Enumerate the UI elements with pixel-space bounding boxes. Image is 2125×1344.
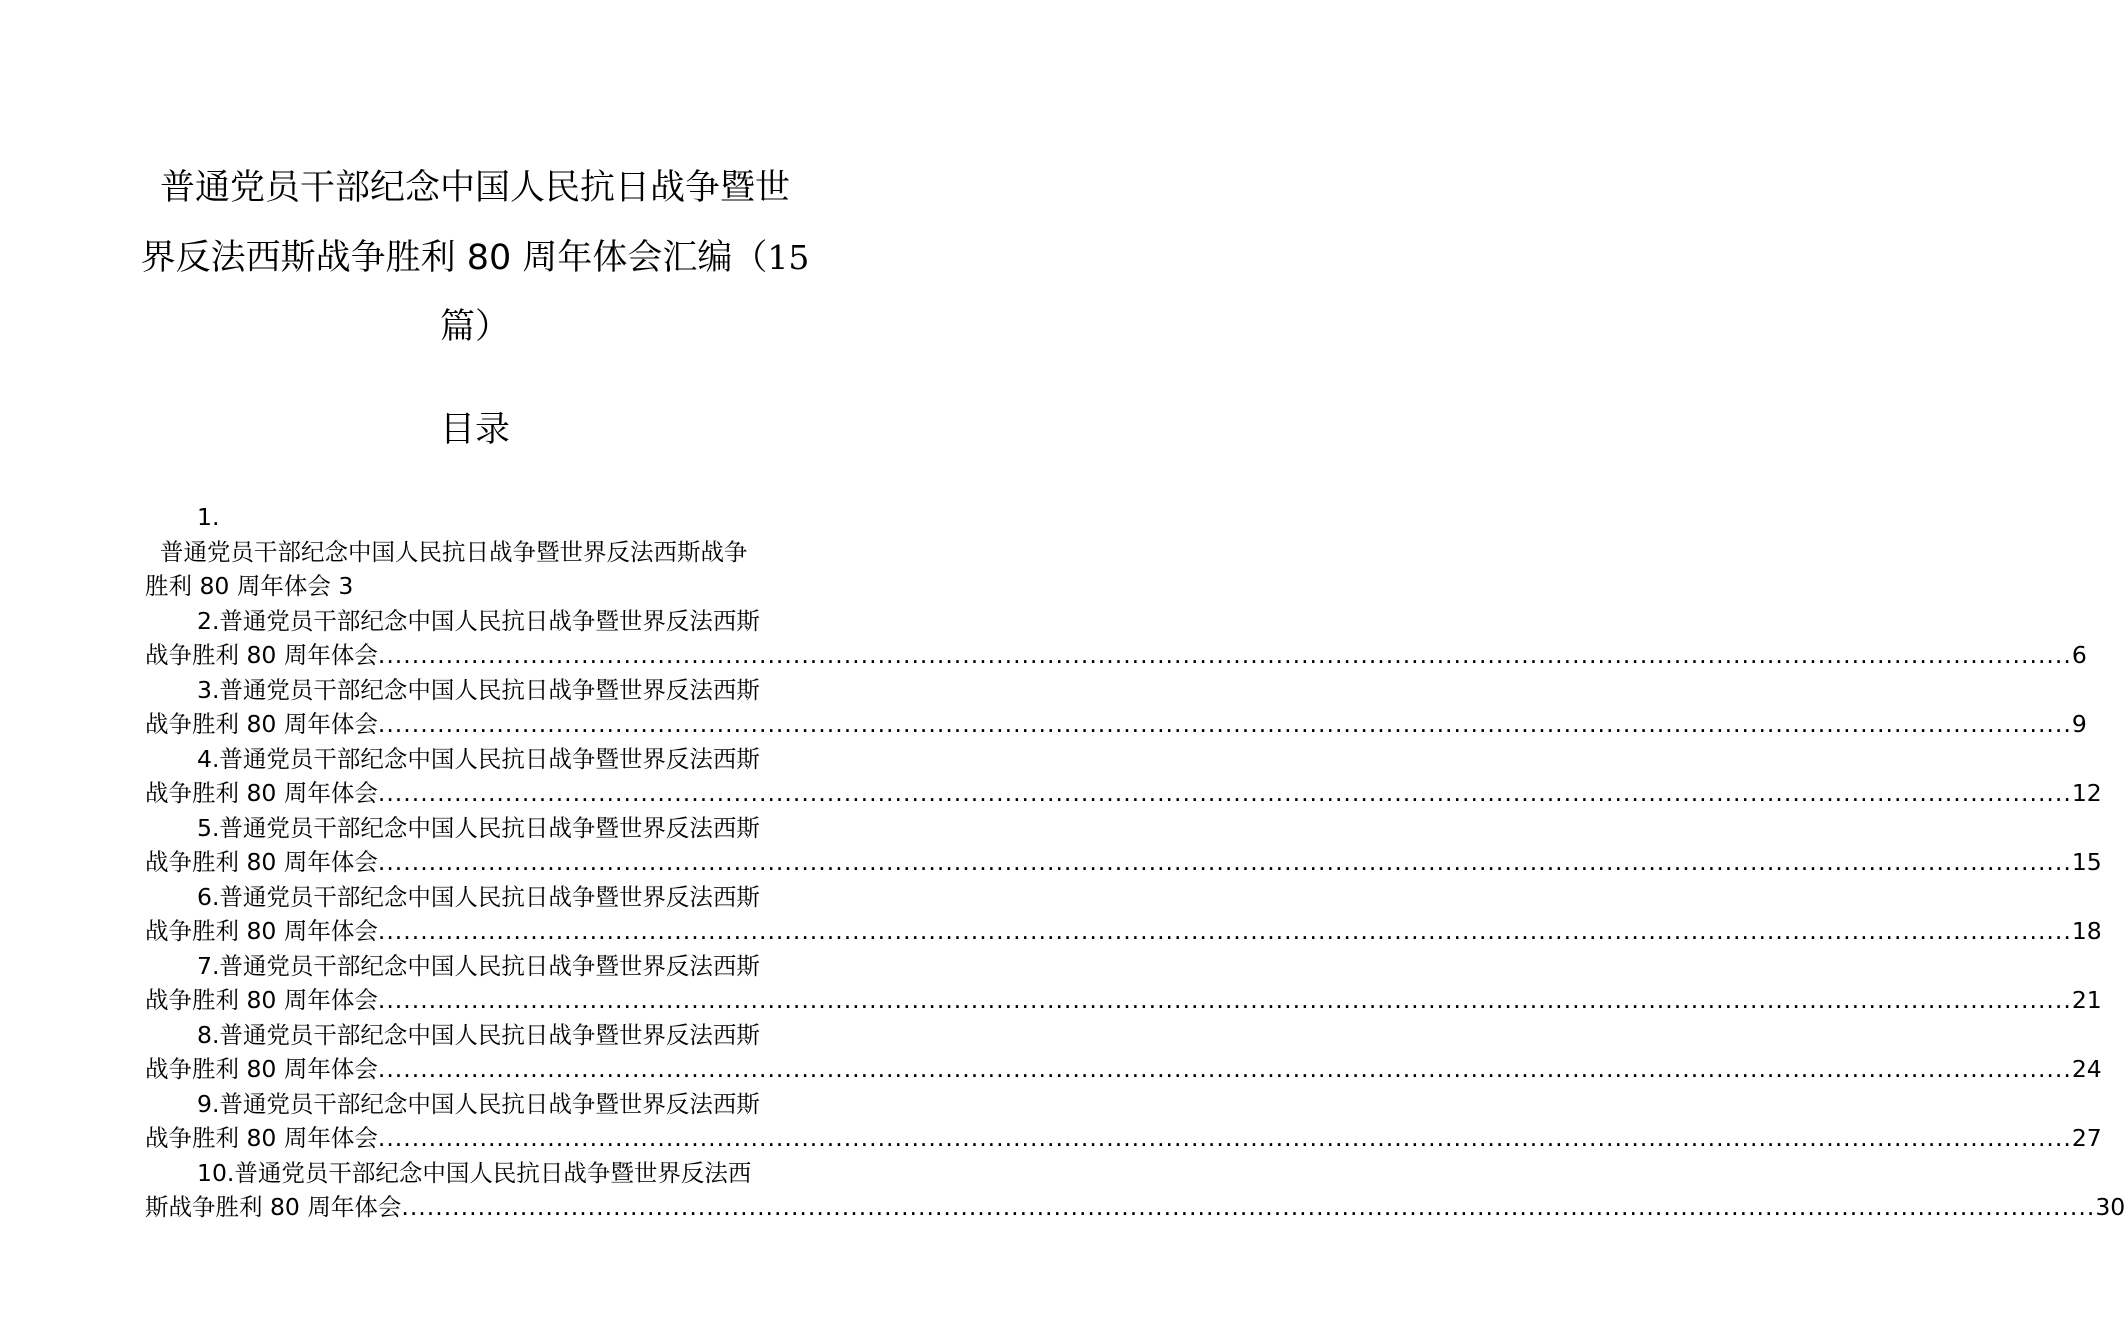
toc-item-1-number[interactable]: 1.	[197, 503, 220, 531]
toc-item-line-1[interactable]: 6.普通党员干部纪念中国人民抗日战争暨世界反法西斯	[197, 882, 760, 911]
document-title-line-3	[120, 307, 830, 347]
toc-item-line-1[interactable]: 2.普通党员干部纪念中国人民抗日战争暨世界反法西斯	[197, 606, 760, 635]
toc-page-number: 21	[2071, 986, 2102, 1014]
toc-item-title: 战争胜利 80 周年体会	[145, 779, 378, 807]
toc-item-line-1[interactable]: 3.普通党员干部纪念中国人民抗日战争暨世界反法西斯	[197, 675, 760, 704]
toc-leader-dots: ........................................................................................................................................................................................................	[377, 710, 2072, 738]
toc-leader-dots: ........................................................................................................................................................................................................	[377, 986, 2072, 1014]
toc-leader-dots: ........................................................................................................................................................................................................	[377, 641, 2072, 669]
toc-item-line-2[interactable]	[145, 845, 2102, 880]
toc-item-line-1[interactable]: 8.普通党员干部纪念中国人民抗日战争暨世界反法西斯	[197, 1020, 760, 1049]
toc-item-title: 斯战争胜利 80 周年体会	[145, 1193, 402, 1221]
toc-item-title: 战争胜利 80 周年体会	[145, 710, 378, 738]
title-text-2: 界反法西斯战争胜利 80 周年体会汇编（	[140, 238, 768, 278]
title-text-1: 普通党员干部纪念中国人民抗日战争暨世	[159, 168, 790, 208]
toc-item-line-1[interactable]: 4.普通党员干部纪念中国人民抗日战争暨世界反法西斯	[197, 744, 760, 773]
toc-page-number: 12	[2071, 779, 2102, 807]
title-text-3: 篇）	[439, 307, 510, 347]
toc-item-1-line-2[interactable]: 胜利 80 周年体会 3	[145, 572, 354, 600]
toc-list	[145, 604, 2125, 1225]
toc-page-number: 27	[2071, 1124, 2102, 1152]
toc-leader-dots: ........................................................................................................................................................................................................	[377, 1055, 2072, 1083]
toc-page-number: 18	[2071, 917, 2102, 945]
toc-item-line-1[interactable]: 7.普通党员干部纪念中国人民抗日战争暨世界反法西斯	[197, 951, 760, 980]
toc-item-title: 战争胜利 80 周年体会	[145, 1124, 378, 1152]
toc-item-title: 战争胜利 80 周年体会	[145, 641, 378, 669]
toc-item-title: 战争胜利 80 周年体会	[145, 986, 378, 1014]
toc-item-line-2[interactable]	[145, 1190, 2125, 1225]
toc-leader-dots: ........................................................................................................................................................................................................	[377, 779, 2072, 807]
toc-item-line-2[interactable]	[145, 983, 2102, 1018]
toc-page-number: 6	[2071, 641, 2087, 669]
toc-item-line-1[interactable]: 10.普通党员干部纪念中国人民抗日战争暨世界反法西	[197, 1158, 752, 1187]
toc-heading: 目录	[439, 410, 510, 450]
toc-page-number: 30	[2095, 1193, 2125, 1221]
toc-page-number: 24	[2071, 1055, 2102, 1083]
toc-item-line-2[interactable]	[145, 914, 2102, 949]
toc-item-line-1[interactable]: 9.普通党员干部纪念中国人民抗日战争暨世界反法西斯	[197, 1089, 760, 1118]
toc-item-title: 战争胜利 80 周年体会	[145, 1055, 378, 1083]
document-title-line-2	[120, 238, 830, 278]
toc-leader-dots: ........................................................................................................................................................................................................	[377, 917, 2072, 945]
title-count: 15	[767, 238, 810, 277]
toc-item-line-2[interactable]	[145, 1052, 2102, 1087]
toc-item-line-2[interactable]	[145, 707, 2087, 742]
toc-leader-dots: ........................................................................................................................................................................................................	[377, 1124, 2072, 1152]
toc-item-line-2[interactable]	[145, 638, 2087, 673]
toc-leader-dots: ........................................................................................................................................................................................................	[377, 848, 2072, 876]
toc-item-1-line-1[interactable]: 普通党员干部纪念中国人民抗日战争暨世界反法西斯战争	[160, 537, 748, 566]
document-title-line-1	[120, 168, 830, 208]
toc-page-number: 15	[2071, 848, 2102, 876]
table-of-contents	[145, 500, 2125, 1225]
toc-page-number: 9	[2071, 710, 2087, 738]
toc-item-line-2[interactable]	[145, 776, 2102, 811]
toc-item-title: 战争胜利 80 周年体会	[145, 917, 378, 945]
toc-leader-dots: ........................................................................................................................................................................................................	[401, 1193, 2096, 1221]
toc-item-title: 战争胜利 80 周年体会	[145, 848, 378, 876]
toc-item-line-1[interactable]: 5.普通党员干部纪念中国人民抗日战争暨世界反法西斯	[197, 813, 760, 842]
toc-item-line-2[interactable]	[145, 1121, 2102, 1156]
